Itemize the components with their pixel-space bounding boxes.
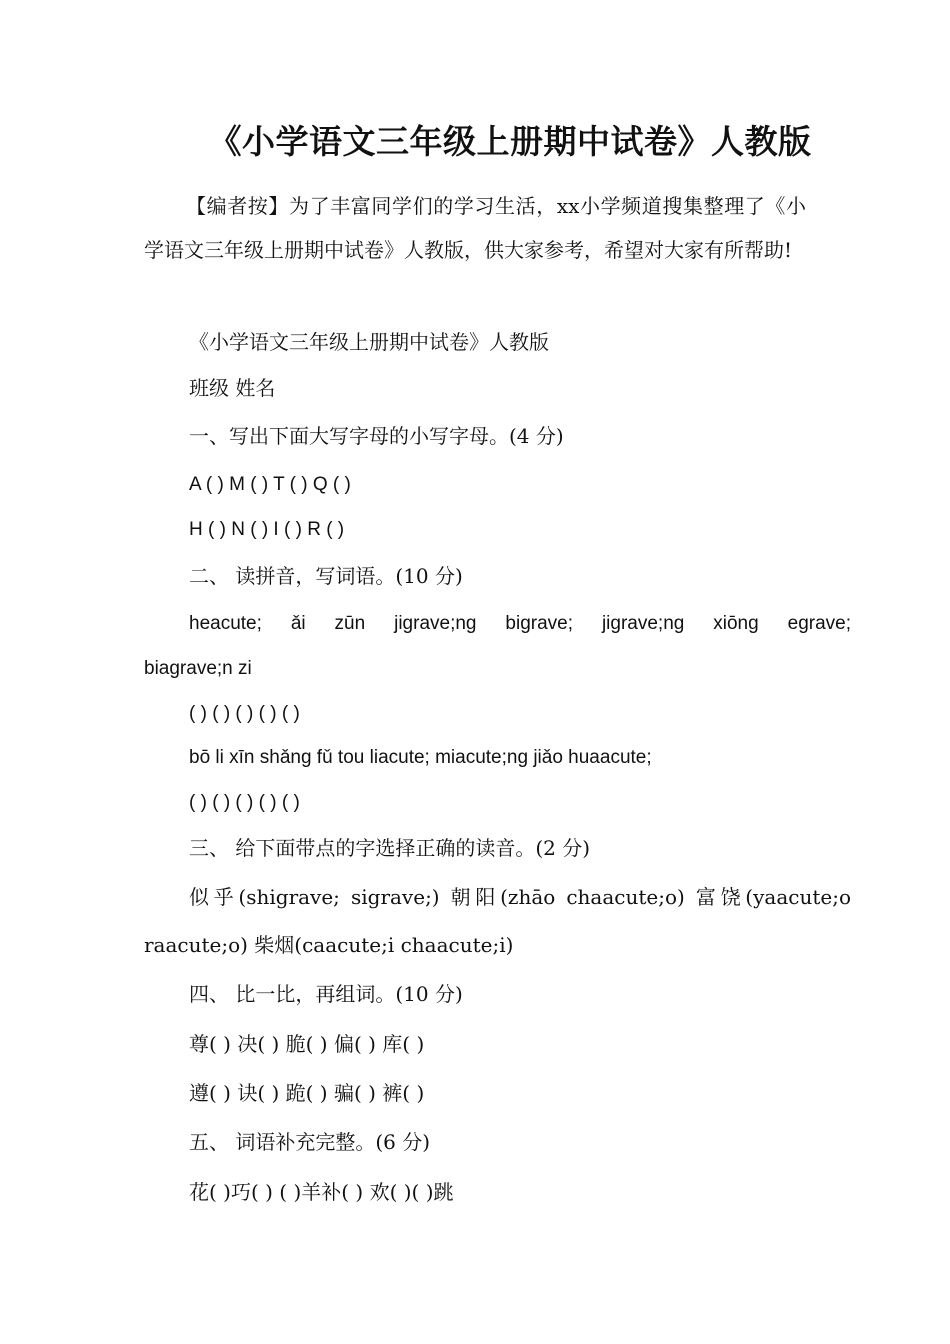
question-2-blanks-row-1: ( ) ( ) ( ) ( ) ( ) [189,703,300,724]
question-5-row-1: 花( )巧( ) ( )羊补( ) 欢( )( )跳 [189,1180,454,1204]
question-2-pinyin-row-1-cont: biagrave;n zi [144,658,252,679]
document-body [144,184,806,272]
question-1-row-2: H ( ) N ( ) I ( ) R ( ) [189,519,345,540]
question-3-title: 三、 给下面带点的字选择正确的读音。(2 分) [189,836,591,860]
question-2-pinyin-row-1: heacute; ǎi zūn jigrave;ng bigrave; jigrave;ng xiōng egrave; [189,613,851,634]
exam-subtitle: 《小学语文三年级上册期中试卷》人教版 [189,330,549,354]
editor-note-paragraph: 【编者按】为了丰富同学们的学习生活，xx小学频道搜集整理了《小学语文三年级上册期中试卷》人教版，供大家参考，希望对大家有所帮助! [144,194,806,262]
question-3-row-1-cont: raacute;o) 柴烟(caacute;i chaacute;i) [144,933,514,957]
question-5-title: 五、 词语补充完整。(6 分) [189,1130,431,1154]
question-1-row-1: A ( ) M ( ) T ( ) Q ( ) [189,474,351,495]
question-2-pinyin-row-2: bō li xīn shǎng fǔ tou liacute; miacute;ng jiǎo huaacute; [189,747,652,768]
question-2-blanks-row-2: ( ) ( ) ( ) ( ) ( ) [189,792,300,813]
document-title: 《小学语文三年级上册期中试卷》人教版 [208,122,812,161]
question-4-row-1: 尊( ) 决( ) 脆( ) 偏( ) 库( ) [189,1032,425,1056]
question-4-row-2: 遵( ) 诀( ) 跪( ) 骗( ) 裤( ) [189,1081,425,1105]
question-3-row-1: 似乎(shigrave; sigrave;) 朝阳(zhāo chaacute;o) 富饶(yaacute;o [189,885,851,909]
question-2-title: 二、 读拼音，写词语。(10 分) [189,564,463,588]
question-4-title: 四、 比一比，再组词。(10 分) [189,982,463,1006]
class-name-line: 班级 姓名 [189,376,276,400]
question-1-title: 一、写出下面大写字母的小写字母。(4 分) [189,424,564,448]
